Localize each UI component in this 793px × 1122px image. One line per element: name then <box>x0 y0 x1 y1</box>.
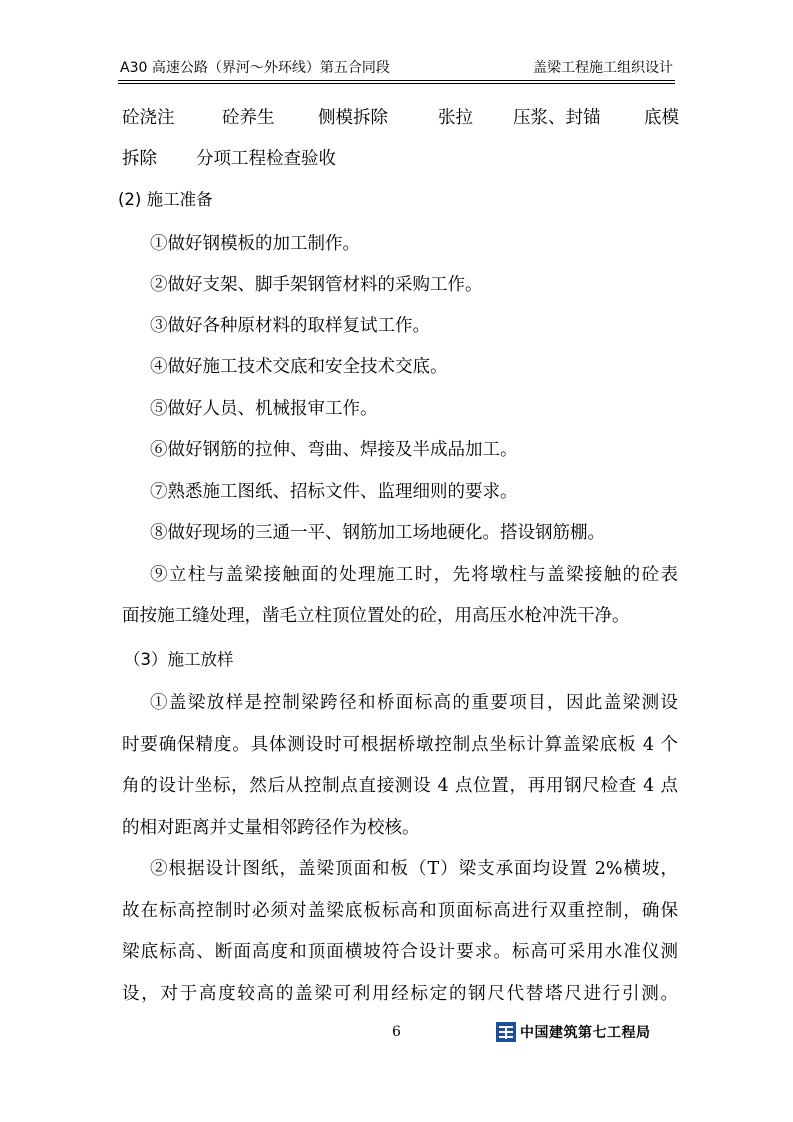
layout-para-2-line: 故在标高控制时必须对盖梁底板标高和顶面标高进行双重控制，确保 <box>122 901 678 921</box>
prep-item: ⑥做好钢筋的拉伸、弯曲、焊接及半成品加工。 <box>150 440 518 460</box>
prep-item: ⑤做好人员、机械报审工作。 <box>150 399 378 419</box>
flow-step: 砼浇注 <box>122 108 175 128</box>
prep-item: ①做好钢模板的加工制作。 <box>150 234 360 254</box>
flow-step: 张拉 <box>438 108 473 128</box>
flow-step: 分项工程检查验收 <box>196 149 336 169</box>
flow-step: 底模 <box>644 108 679 128</box>
prep-item-9-line-1: ⑨立柱与盖梁接触面的处理施工时，先将墩柱与盖梁接触的砼表 <box>150 565 678 585</box>
flow-step: 侧模拆除 <box>318 108 388 128</box>
prep-item: ③做好各种原材料的取样复试工作。 <box>150 316 430 336</box>
header-project-title: A30 高速公路（界河～外环线）第五合同段 <box>120 60 390 76</box>
flow-step: 拆除 <box>122 149 157 169</box>
layout-para-1-line: 的相对距离并丈量相邻跨径作为校核。 <box>122 818 420 838</box>
layout-para-2-line: 设，对于高度较高的盖梁可利用经标定的钢尺代替塔尺进行引测。 <box>122 984 678 1004</box>
flow-steps-line-1 <box>122 106 682 130</box>
layout-para-1-line: ①盖梁放样是控制梁跨径和桥面标高的重要项目，因此盖梁测设 <box>150 693 678 713</box>
prep-item: ②做好支架、脚手架钢管材料的采购工作。 <box>150 275 483 295</box>
layout-para-2-line: ②根据设计图纸，盖梁顶面和板（T）梁支承面均设置 2%横坡， <box>150 859 678 879</box>
flow-steps-line-2 <box>122 147 422 171</box>
header-rule <box>118 80 675 81</box>
prep-item: ⑧做好现场的三通一平、钢筋加工场地硬化。搭设钢筋棚。 <box>150 523 605 543</box>
prep-item: ⑦熟悉施工图纸、招标文件、监理细则的要求。 <box>150 482 518 502</box>
header-document-title: 盖梁工程施工组织设计 <box>533 60 673 76</box>
layout-para-2-line: 梁底标高、断面高度和顶面横坡符合设计要求。标高可采用水准仪测 <box>122 942 678 962</box>
layout-para-1-line: 角的设计坐标，然后从控制点直接测设 4 点位置，再用钢尺检查 4 点 <box>122 776 678 796</box>
company-name: 中国建筑第七工程局 <box>520 1025 651 1041</box>
prep-item-9-line-2: 面按施工缝处理，凿毛立柱顶位置处的砼，用高压水枪冲洗干净。 <box>122 606 630 626</box>
section-2-heading: (2) 施工准备 <box>118 190 213 209</box>
company-logo-icon <box>496 1022 516 1042</box>
footer-company-block <box>496 1022 651 1042</box>
prep-item: ④做好施工技术交底和安全技术交底。 <box>150 357 448 377</box>
header-rule-thin <box>118 83 675 84</box>
flow-step: 砼养生 <box>222 108 275 128</box>
layout-para-1-line: 时要确保精度。具体测设时可根据桥墩控制点坐标计算盖梁底板 4 个 <box>122 735 678 755</box>
page-number: 6 <box>392 1024 401 1040</box>
flow-step: 压浆、封锚 <box>513 108 601 128</box>
section-3-heading: （3）施工放样 <box>124 650 234 669</box>
